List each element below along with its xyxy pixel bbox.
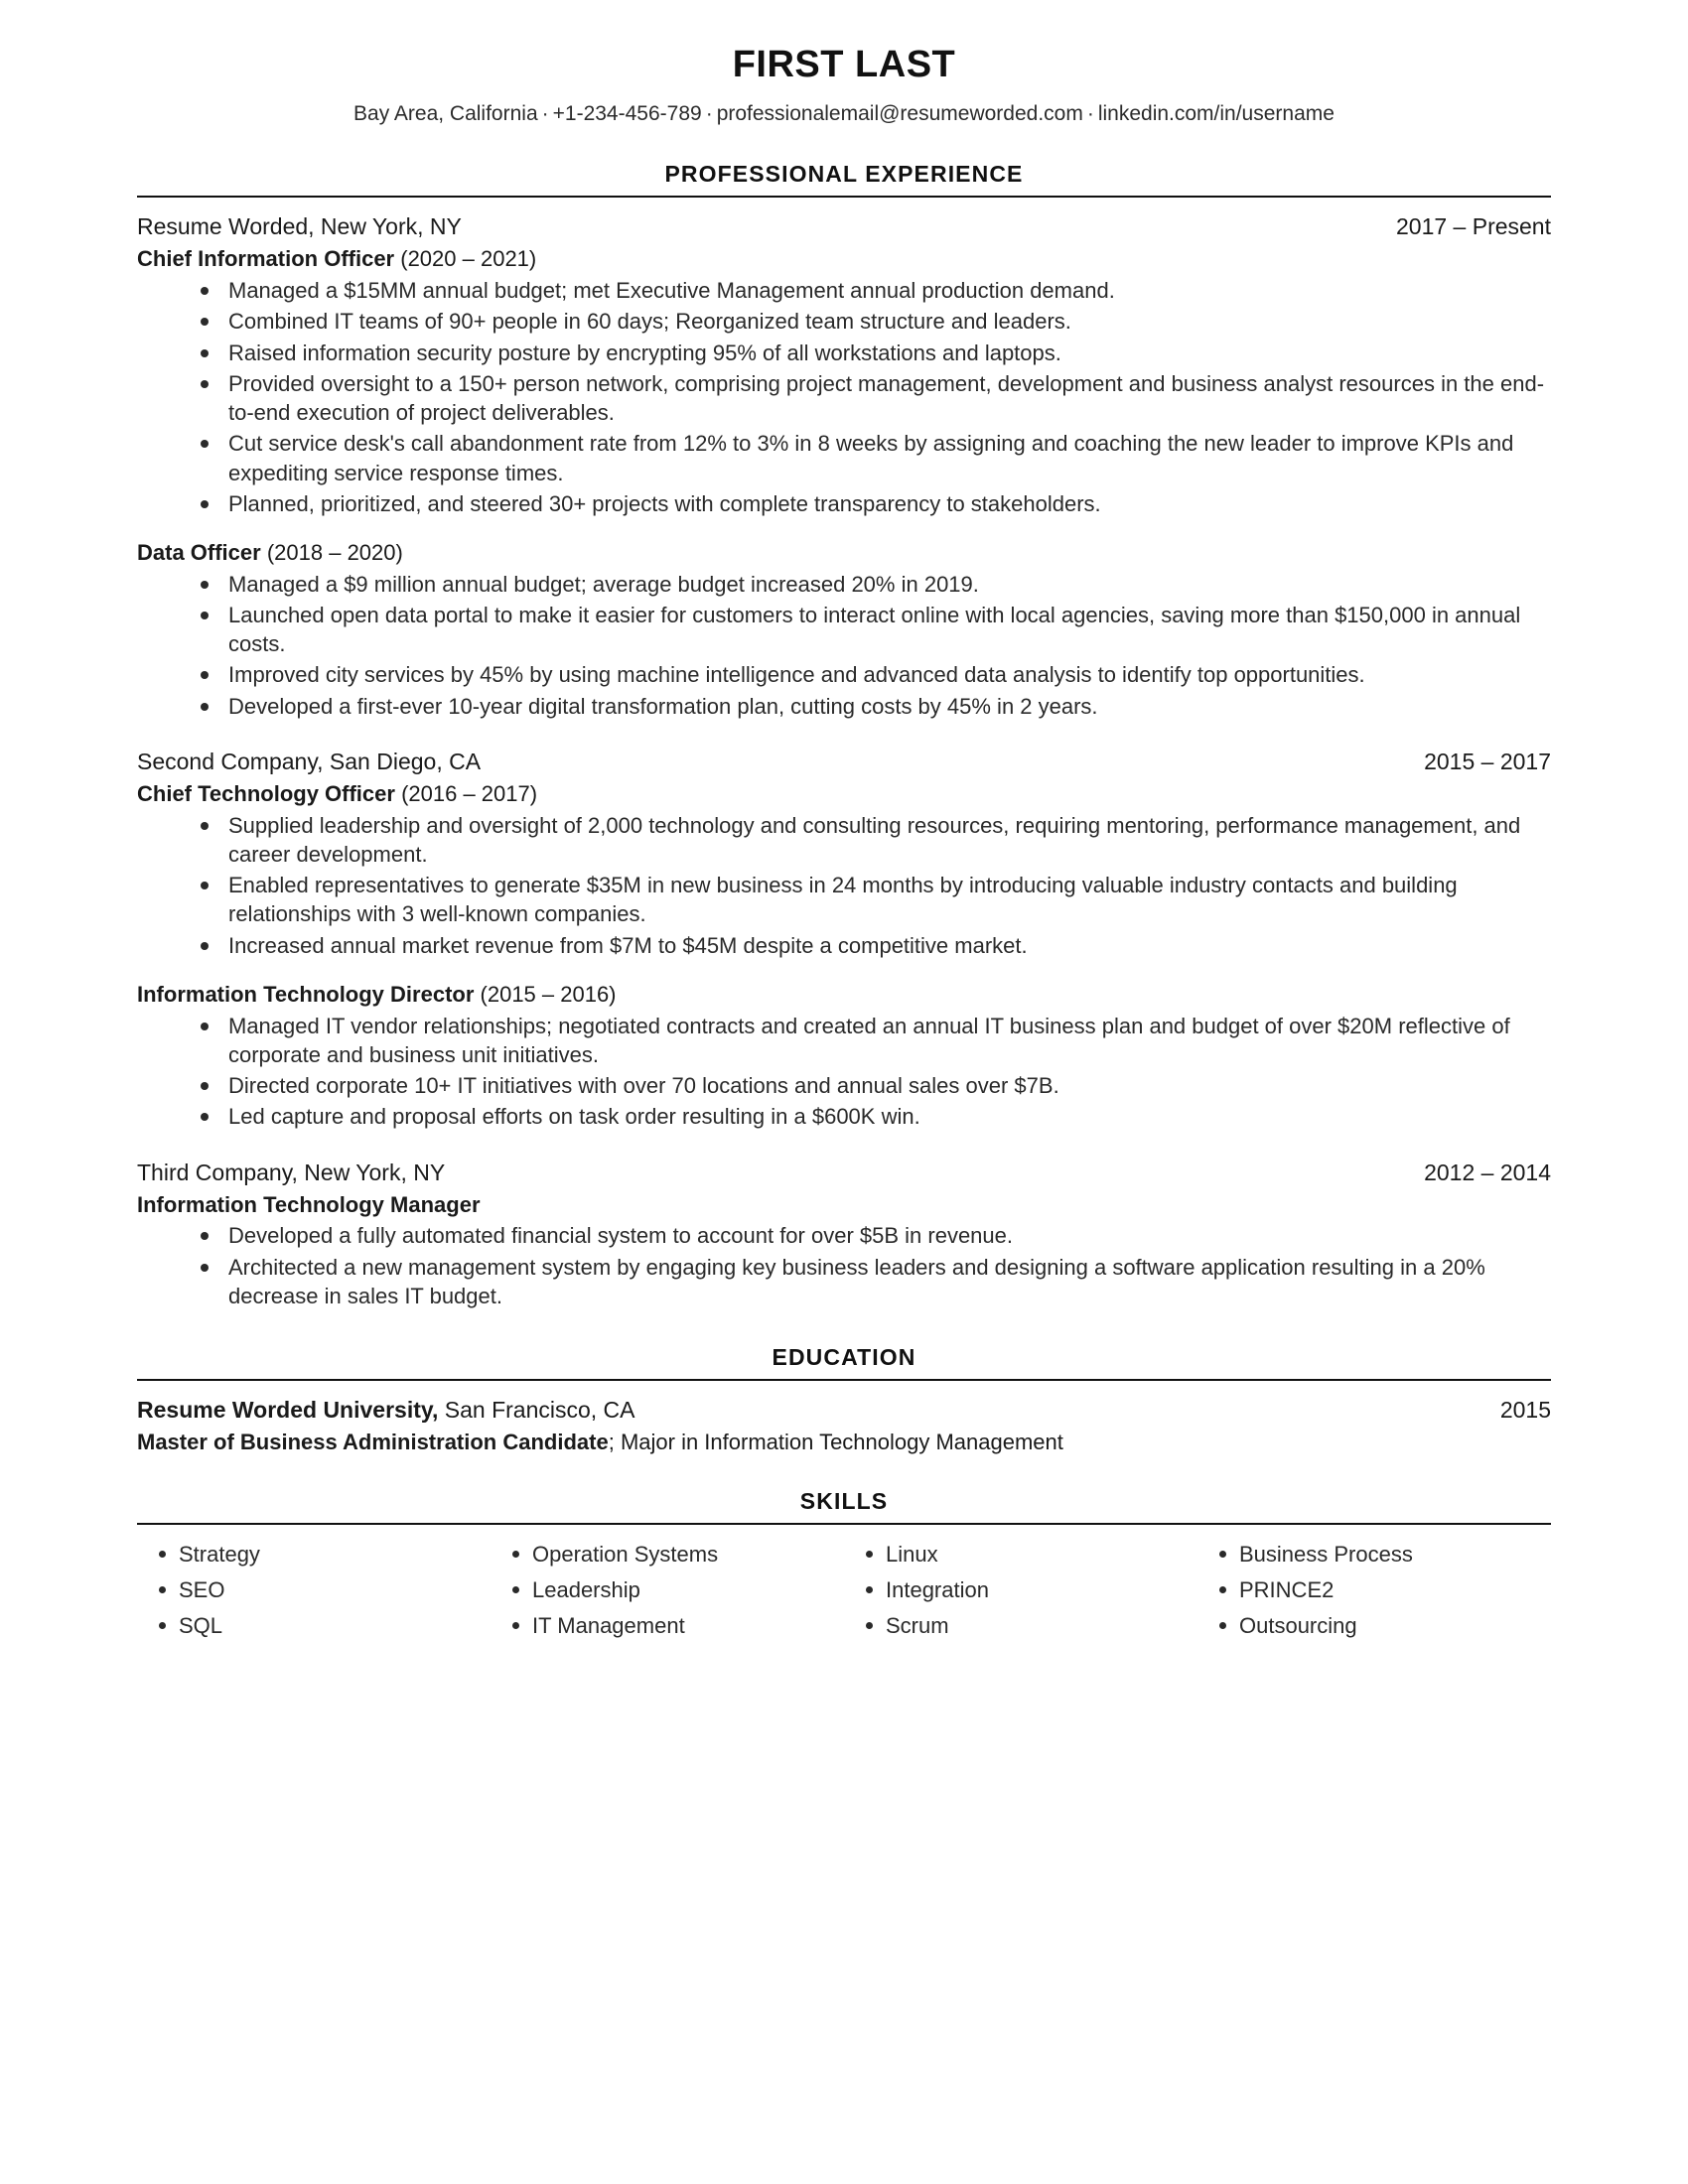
bullet-item: Developed a fully automated financial system to account for over $5B in revenue. — [195, 1221, 1551, 1250]
company-dates: 2015 – 2017 — [1424, 748, 1551, 774]
role-block — [137, 538, 1551, 721]
role-dates: (2020 – 2021) — [400, 246, 537, 272]
role-header — [137, 779, 1551, 809]
bullet-item: Launched open data portal to make it easier for customers to interact online with local agencies, saving more than $150,000 in annual costs. — [195, 601, 1551, 659]
skills-grid — [137, 1539, 1551, 1646]
contact-email[interactable]: professionalemail@resumeworded.com — [716, 102, 1083, 125]
education-degree-title: Master of Business Administration Candidate — [137, 1430, 609, 1455]
education-degree-major: ; Major in Information Technology Management — [608, 1430, 1063, 1455]
bullet-item: Led capture and proposal efforts on task order resulting in a $600K win. — [195, 1102, 1551, 1131]
experience-entry-header — [137, 1158, 1551, 1188]
role-header — [137, 980, 1551, 1010]
company-name: Second Company, San Diego, CA — [137, 748, 482, 774]
bullet-item: Architected a new management system by engaging key business leaders and designing a software application resulting in a 20% decrease in sales IT budget. — [195, 1253, 1551, 1311]
company-name: Third Company, New York, NY — [137, 1159, 446, 1185]
contact-separator-2: · — [705, 102, 713, 125]
experience-entry-header — [137, 747, 1551, 777]
experience-entry — [137, 211, 1551, 721]
role-title: Information Technology Director — [137, 981, 475, 1007]
role-bullets — [137, 1012, 1551, 1132]
bullet-item: Cut service desk's call abandonment rate from 12% to 3% in 8 weeks by assigning and coaching the new leader to improve KPIs and expediting service response times. — [195, 429, 1551, 487]
company-dates: 2012 – 2014 — [1424, 1159, 1551, 1185]
skill-item: SEO — [157, 1574, 491, 1606]
contact-location: Bay Area, California — [353, 102, 538, 125]
section-heading-education: EDUCATION — [772, 1344, 916, 1371]
bullet-item: Managed IT vendor relationships; negotiated contracts and created an annual IT business plan and budget of over $20M reflective of corporate and business unit initiatives. — [195, 1012, 1551, 1070]
spacer — [137, 725, 1551, 747]
company-dates: 2017 – Present — [1395, 213, 1551, 240]
skills-column — [491, 1539, 844, 1646]
education-school — [137, 1395, 635, 1426]
spacer — [137, 1136, 1551, 1158]
education-degree — [137, 1428, 1551, 1458]
skills-column — [137, 1539, 491, 1646]
contact-separator-1: · — [541, 102, 549, 125]
section-heading-experience: PROFESSIONAL EXPERIENCE — [664, 161, 1024, 188]
skills-column — [1197, 1539, 1551, 1646]
role-dates: (2015 – 2016) — [480, 981, 617, 1007]
section-divider-education — [137, 1379, 1551, 1381]
role-title: Data Officer — [137, 540, 261, 566]
section-divider-experience — [137, 196, 1551, 198]
company-name: Resume Worded, New York, NY — [137, 213, 462, 240]
skill-item: Outsourcing — [1217, 1610, 1551, 1642]
contact-linkedin[interactable]: linkedin.com/in/username — [1097, 102, 1335, 125]
skill-item: Scrum — [864, 1610, 1197, 1642]
contact-phone: +1-234-456-789 — [552, 102, 702, 125]
role-header — [137, 1190, 1551, 1220]
role-title: Information Technology Manager — [137, 1191, 481, 1217]
contact-line — [137, 100, 1551, 127]
role-title: Chief Technology Officer — [137, 781, 395, 807]
skill-item: Integration — [864, 1574, 1197, 1606]
role-bullets — [137, 1221, 1551, 1310]
education-section — [137, 1344, 1551, 1458]
bullet-item: Managed a $9 million annual budget; average budget increased 20% in 2019. — [195, 570, 1551, 599]
education-school-location: San Francisco, CA — [438, 1397, 635, 1424]
bullet-item: Planned, prioritized, and steered 30+ projects with complete transparency to stakeholders. — [195, 489, 1551, 518]
bullet-item: Raised information security posture by encrypting 95% of all workstations and laptops. — [195, 339, 1551, 367]
skill-item: PRINCE2 — [1217, 1574, 1551, 1606]
skills-section — [137, 1488, 1551, 1646]
bullet-item: Directed corporate 10+ IT initiatives with over 70 locations and annual sales over $7B. — [195, 1071, 1551, 1100]
role-block — [137, 980, 1551, 1132]
bullet-item: Supplied leadership and oversight of 2,000 technology and consulting resources, requiring mentoring, performance management, and career development. — [195, 811, 1551, 870]
bullet-item: Combined IT teams of 90+ people in 60 days; Reorganized team structure and leaders. — [195, 307, 1551, 336]
skill-item: Business Process — [1217, 1539, 1551, 1570]
skill-item: SQL — [157, 1610, 491, 1642]
education-school-name: Resume Worded University, — [137, 1397, 439, 1424]
role-bullets — [137, 276, 1551, 518]
bullet-item: Increased annual market revenue from $7M to $45M despite a competitive market. — [195, 931, 1551, 960]
section-divider-skills — [137, 1523, 1551, 1525]
contact-separator-3: · — [1086, 102, 1094, 125]
role-dates: (2018 – 2020) — [266, 540, 403, 566]
experience-entry-header — [137, 211, 1551, 242]
skill-item: Strategy — [157, 1539, 491, 1570]
bullet-item: Developed a first-ever 10-year digital transformation plan, cutting costs by 45% in 2 years. — [195, 692, 1551, 721]
section-heading-skills: SKILLS — [799, 1487, 889, 1514]
role-dates: (2016 – 2017) — [401, 781, 538, 807]
bullet-item: Provided oversight to a 150+ person network, comprising project management, development and business analyst resources in the end-to-end execution of project deliverables. — [195, 369, 1551, 428]
role-title: Chief Information Officer — [137, 246, 395, 272]
role-header — [137, 244, 1551, 274]
role-header — [137, 538, 1551, 568]
role-bullets — [137, 570, 1551, 721]
bullet-item: Enabled representatives to generate $35M in new business in 24 months by introducing valuable industry contacts and building relationships with 3 well-known companies. — [195, 871, 1551, 929]
skill-item: IT Management — [510, 1610, 844, 1642]
bullet-item: Managed a $15MM annual budget; met Executive Management annual production demand. — [195, 276, 1551, 305]
skill-item: Linux — [864, 1539, 1197, 1570]
education-dates: 2015 — [1499, 1397, 1551, 1424]
bullet-item: Improved city services by 45% by using machine intelligence and advanced data analysis to identify top opportunities. — [195, 660, 1551, 689]
skill-item: Operation Systems — [510, 1539, 844, 1570]
skill-item: Leadership — [510, 1574, 844, 1606]
experience-entry — [137, 1158, 1551, 1310]
experience-entry — [137, 747, 1551, 1132]
skills-column — [844, 1539, 1197, 1646]
page-title: FIRST LAST — [732, 44, 956, 85]
education-entry-header — [137, 1395, 1551, 1426]
role-bullets — [137, 811, 1551, 960]
